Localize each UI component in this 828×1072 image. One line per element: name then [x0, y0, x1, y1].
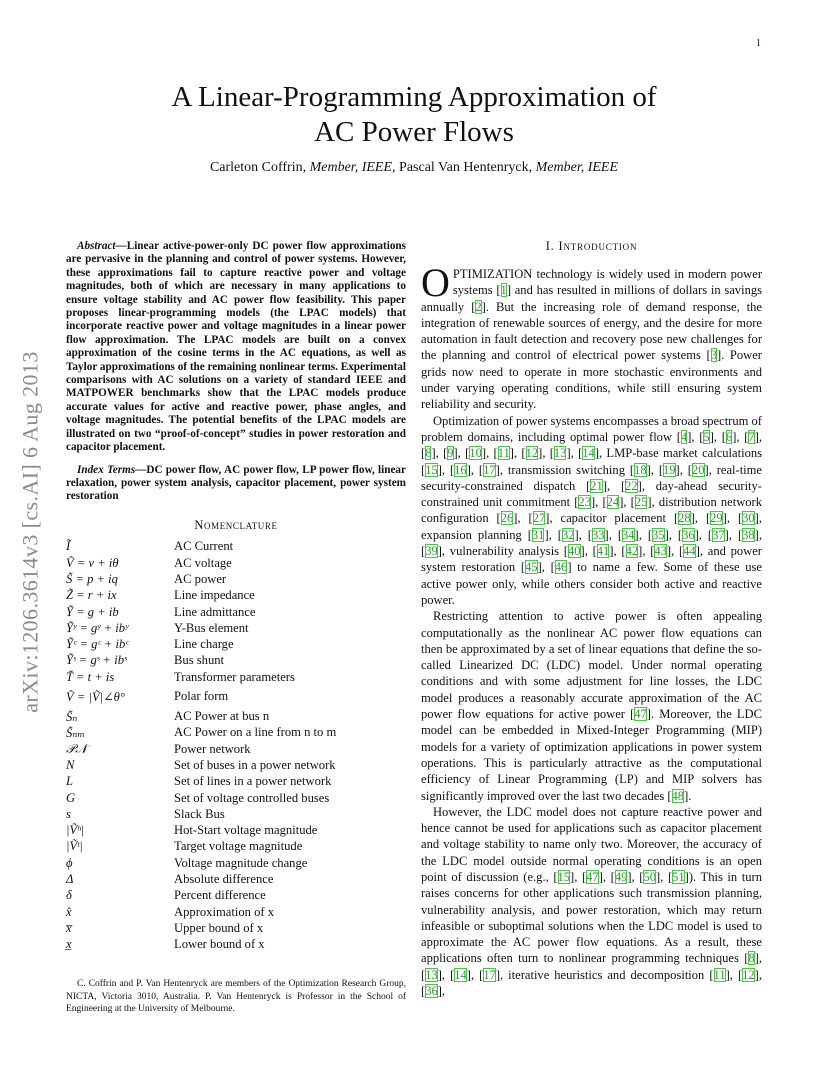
paragraph-text: , [728, 527, 738, 542]
citation-link[interactable]: 47 [634, 707, 647, 722]
nomenclature-description: Bus shunt [174, 653, 225, 668]
nomenclature-heading: Nomenclature [194, 517, 278, 532]
citation-link[interactable]: 20 [691, 462, 705, 477]
intro-paragraph-1: OPTIMIZATION technology is widely used in modern power systems [1] and has resulted in millions of dollars in savings annually [2]. But the increasing role of demand response, the integration of renewable sources of energy, and the desire for more automation in fault detection and recovery pose new challenges for the planning and control of electrical power systems [3]. Power grids now need to operate in more stochastic environments and under varying operating conditions, while still ensuring system reliability and security. [421, 260, 762, 412]
nomenclature-symbol: Δ [66, 872, 74, 886]
nomenclature-description: Set of lines in a power network [174, 774, 332, 789]
citation-link[interactable]: 27 [532, 511, 546, 526]
nomenclature-description: Absolute difference [174, 872, 274, 886]
nomenclature-symbol: T̃ = t + is [66, 669, 115, 684]
citation-link[interactable]: 8 [748, 951, 755, 966]
paragraph-text: , LMP-base market calculations [599, 446, 762, 461]
citation-link[interactable]: 50 [643, 869, 657, 884]
paragraph-text: , [470, 967, 480, 982]
nomenclature-description: Polar form [174, 689, 229, 704]
paragraph-text: , [660, 869, 668, 884]
citation-link[interactable]: 15 [425, 462, 438, 477]
citation-link[interactable]: 37 [712, 527, 725, 542]
nomenclature-row [66, 741, 406, 757]
page-number: 1 [756, 38, 761, 49]
citation-link[interactable]: 7 [748, 429, 755, 444]
citation-link[interactable]: 14 [582, 446, 595, 461]
nomenclature-description: Percent difference [174, 888, 266, 903]
nomenclature-description: Transformer parameters [174, 669, 295, 684]
nomenclature-description: Y-Bus element [174, 620, 249, 635]
nomenclature-row [66, 774, 406, 790]
nomenclature-symbol: Ṽ = v + iθ [66, 555, 119, 570]
left-column [66, 240, 406, 953]
nomenclature-description: AC power [174, 571, 227, 586]
nomenclature-symbol: |Ṽᵗ| [66, 839, 83, 854]
citation-link[interactable]: 6 [725, 429, 733, 444]
citation-link[interactable]: 12 [742, 967, 755, 982]
paragraph-text: , [584, 544, 593, 559]
citation-link[interactable]: 13 [553, 446, 567, 461]
paragraph-text: , [642, 544, 651, 559]
citation-link[interactable]: 29 [710, 511, 723, 526]
citation-link[interactable]: 42 [625, 544, 639, 559]
paragraph-text: , [608, 527, 618, 542]
author-line [64, 160, 764, 176]
citation-link[interactable]: 26 [500, 511, 514, 526]
nomenclature-symbol: Ỹᶜ = gᶜ + ibᶜ [66, 637, 129, 652]
paragraph-text: , [726, 511, 738, 526]
nomenclature-symbol: s [66, 806, 71, 821]
nomenclature-symbol: x̂ [66, 904, 72, 919]
intro-paragraph-4: However, the LDC model does not capture reactive power and hence cannot be used for applications such as capacitor placement and voltage stability to name only two. Moreover, the accuracy of the LDC model outside normal operating conditions is an open point of discussion (e.g., [15], [47], [49], [50], [51]). This in turn raises concerns for other applications such transmission planning, vulnerability analysis, and power restoration, which may return infeasible or suboptimal solutions when the LDC model is used to approximate the AC power flow equations. As a result, these applications often turn to nonlinear programming techniques [8], [13], [14], [17], iterative heuristics and decomposition [11], [12], [36], [421, 804, 762, 999]
citation-link[interactable]: 17 [483, 967, 496, 982]
nomenclature-description: Set of voltage controlled buses [174, 790, 330, 805]
author-1-affiliation: Member, IEEE [309, 160, 393, 175]
author-2-affiliation: Member, IEEE [535, 160, 619, 175]
citation-link[interactable]: 39 [425, 544, 438, 559]
paragraph-text: , [758, 967, 762, 982]
paragraph-text: , [574, 869, 582, 884]
paragraph-text: , vulnerability analysis [441, 544, 564, 559]
nomenclature-description: Power network [174, 741, 251, 756]
paragraph-text: . But the increasing role of demand response, the integration of renewable sources of energy, and the desire for more automation in fault detection and recovery pose new challenges for the planning and control of electrical power systems [421, 299, 762, 363]
paragraph-text: and has resulted in millions of dollars in savings annually [421, 283, 762, 314]
citation-link[interactable]: 49 [614, 869, 628, 884]
paper-title [64, 80, 764, 150]
paragraph-text: Restricting attention to active power is often appealing computationally as the nonlinear AC power flow equations can then be approximated by a set of linear equations that define the so-called Linearized DC (LDC) model. Under normal operating conditions and with some adjustment for line losses, the LDC model produces a reasonably accurate approximation of the AC power flow equations for active power [421, 609, 762, 722]
paragraph-text: , [713, 429, 722, 444]
citation-link[interactable]: 35 [652, 527, 665, 542]
index-terms-text: —DC power flow, AC power flow, LP power flow, linear relaxation, power system analysis, capacitor placement, power system restoration [66, 463, 406, 503]
intro-paragraph-2: Optimization of power systems encompasses a broad spectrum of problem domains, including optimal power flow [4], [5], [6], [7], [8], [9], [10], [11], [12], [13], [14], LMP-base market calculations [15], [16], [17], transmission switching [18], [19], [20], real-time security-constrained dispatch [21], [22], day-ahead security-constrained unit commitment [23], [24], [25], distribution network configuration [26], [27], capacitor placement [28], [29], [30], expansion planning [31], [32], [33], [34], [35], [36], [37], [38], [39], vulnerability analysis [40], [41], [42], [43], [44], and power system restoration [45], [46] to name a few. Some of these use active power only, while others consider both active and reactive power. [421, 413, 763, 607]
citation-link[interactable]: 22 [625, 478, 638, 493]
nomenclature-row [66, 839, 406, 855]
nomenclature-table [66, 539, 406, 953]
nomenclature-description: AC Current [174, 539, 234, 554]
nomenclature-description: Hot-Start voltage magnitude [174, 823, 318, 838]
citation-link[interactable]: 17 [483, 462, 496, 477]
citation-link[interactable]: 19 [663, 462, 676, 477]
paragraph-text: , [541, 560, 551, 575]
paragraph-text: , real-time security-constrained dispatch [421, 462, 762, 493]
paragraph-text: , [679, 462, 688, 477]
paragraph-text: . Power grids now need to operate in more stochastic environments and under varying operating conditions, while still ensuring system reliability and security. [421, 348, 762, 412]
nomenclature-row [66, 620, 406, 636]
affiliation-footnote: C. Coffrin and P. Van Hentenryck are members of the Optimization Research Group, NICTA, Victoria 3010, Australia. P. Van Hentenryck is Professor in the School of Engineering at the University of Melbourne. [66, 979, 406, 1014]
paragraph-text: , expansion planning [421, 511, 762, 542]
nomenclature-description: AC Power at bus n [174, 709, 270, 724]
nomenclature-description: Voltage magnitude change [174, 855, 308, 870]
nomenclature-row [66, 822, 406, 838]
nomenclature-symbol: δ [66, 888, 72, 903]
nomenclature-row [66, 904, 406, 920]
nomenclature-row [66, 539, 406, 555]
paragraph-text: . [688, 788, 692, 803]
nomenclature-row [66, 920, 406, 936]
citation-link[interactable]: 11 [713, 967, 726, 982]
paragraph-text: , [607, 478, 621, 493]
citation-link[interactable]: 33 [591, 527, 605, 542]
paragraph-text: , [691, 429, 700, 444]
paragraph-text: , capacitor placement [549, 511, 674, 526]
citation-link[interactable]: 45 [525, 560, 538, 575]
nomenclature-symbol: G [66, 790, 76, 805]
citation-link[interactable]: 32 [561, 527, 575, 542]
citation-link[interactable]: 3 [710, 348, 717, 363]
nomenclature-description: Approximation of x [174, 904, 275, 919]
nomenclature-row [66, 855, 406, 871]
nomenclature-row [66, 871, 406, 887]
paragraph-text: , [758, 429, 763, 444]
citation-link[interactable]: 36 [682, 527, 695, 542]
paragraph-text: , [671, 544, 679, 559]
paragraph-text: , [441, 462, 450, 477]
paragraph-text: , [513, 446, 522, 461]
paragraph-text: , [638, 527, 648, 542]
citation-link[interactable]: 51 [672, 869, 685, 884]
nomenclature-row [66, 725, 406, 741]
nomenclature-symbol: Ỹʸ = gʸ + ibʸ [66, 620, 129, 635]
citation-link[interactable]: 40 [567, 544, 581, 559]
index-terms [66, 464, 406, 504]
nomenclature-row [66, 937, 406, 953]
nomenclature-row [66, 604, 406, 620]
nomenclature-row [66, 806, 406, 822]
citation-link[interactable]: 14 [454, 967, 467, 982]
nomenclature-symbol: |Ṽʰ| [66, 823, 85, 838]
paragraph-text: , [486, 446, 494, 461]
paragraph-text: , [736, 429, 745, 444]
nomenclature-symbol: x̲ [66, 937, 72, 952]
nomenclature-symbol: S̃ = p + iq [66, 571, 118, 586]
citation-link[interactable]: 2 [475, 299, 482, 314]
citation-link[interactable]: 12 [525, 446, 539, 461]
citation-link[interactable]: 48 [671, 788, 685, 803]
citation-link[interactable]: 18 [634, 462, 647, 477]
paragraph-text: , [623, 495, 631, 510]
nomenclature-description: Line admittance [174, 604, 256, 619]
paragraph-text: , [698, 527, 708, 542]
citation-link[interactable]: 30 [742, 511, 755, 526]
paragraph-text: , and power system restoration [421, 544, 762, 575]
paragraph-text: ). This in turn raises concerns for other applications such transmission planning, vulnerability analysis, and power restoration, which may return infeasible or suboptimal solutions when the LDC model is used to approximate the AC power flow equations. As a result, these applications often turn to nonlinear programming techniques [421, 869, 762, 966]
paragraph-text: , [631, 869, 640, 884]
nomenclature-symbol: L [66, 774, 74, 789]
nomenclature-symbol: Ỹ = g + ib [66, 604, 119, 619]
citation-link[interactable]: 31 [531, 527, 545, 542]
section-heading-introduction: I. Introduction [545, 239, 638, 253]
nomenclature-row [66, 571, 406, 587]
paragraph-text: , transmission switching [499, 462, 630, 477]
paragraph-text: However, the LDC model does not capture reactive power and hence cannot be used for applications such as capacitor placement and voltage stability to name only two. Moreover, the accuracy of the LDC model outside normal operating conditions is an open point of discussion (e.g., [421, 804, 762, 884]
nomenclature-row [66, 888, 406, 904]
paragraph-text: , [570, 446, 579, 461]
title-line-2: AC Power Flows [314, 116, 514, 148]
nomenclature-description: Line charge [174, 637, 234, 652]
paragraph-text: , [729, 967, 738, 982]
paragraph-text: , [517, 511, 529, 526]
paragraph-text: , [457, 446, 466, 461]
citation-link[interactable]: 13 [425, 967, 438, 982]
abstract-text: —Linear active-power-only DC power flow approximations are pervasive in the planning and control of power systems. However, these approximations fail to capture reactive power and voltage magnitudes, both of which are necessary in many applications to ensure voltage stability and AC power flow feasibility. This paper proposes linear-programming models (the LPAC models) that incorporate reactive power and voltage magnitudes in a linear power flow approximation. The LPAC models are built on a convex approximation of the cosine terms in the AC equations, as well as Taylor approximations of the remaining nonlinear terms. Experimental comparisons with AC solutions on a variety of standard IEEE and MATPOWER benchmarks show that the LPAC models produce accurate values for active and reactive power, phase angles, and voltage magnitudes. The potential benefits of the LPAC models are illustrated on two “proof-of-concept” studies in power restoration and capacitor placement. [66, 240, 406, 454]
nomenclature-description: AC Power on a line from n to m [174, 725, 337, 740]
citation-link[interactable]: 46 [554, 560, 568, 575]
drop-cap: O [421, 260, 450, 305]
nomenclature-symbol: Ṽ = |Ṽ|∠θ° [66, 689, 125, 704]
paragraph-text: , [694, 511, 706, 526]
paragraph-text: , [441, 967, 451, 982]
citation-link[interactable]: 1 [500, 283, 507, 298]
paragraph-text: , [595, 495, 603, 510]
citation-link[interactable]: 36 [425, 984, 438, 999]
nomenclature-symbol: S̃ₙₘ [66, 725, 86, 740]
paragraph-text: Optimization of power systems encompasses a broad spectrum of problem domains, including optimal power flow [421, 413, 762, 444]
nomenclature-row [66, 685, 406, 708]
citation-link[interactable]: 28 [678, 511, 691, 526]
citation-link[interactable]: 25 [634, 495, 648, 510]
paragraph-text: , [602, 869, 611, 884]
intro-paragraph-3: Restricting attention to active power is often appealing computationally as the nonlinear AC power flow equations can then be approximated by a set of linear equations that define the so-called Linearized DC (LDC) model. Under normal operating conditions and with some adjustment for line losses, the LDC model produces a reasonably accurate approximation of the AC power flow equations for active power [47]. Moreover, the LDC model can be embedded in Mixed-Integer Programming (MIP) models for a variety of optimization applications in power system operations. This is particularly attractive as the computational efficiency of Linear Programming (LP) and MIP solvers has significantly improved over the last two decades [48]. [421, 609, 762, 803]
nomenclature-row [66, 588, 406, 604]
paragraph-text: , [758, 527, 762, 542]
paragraph-text: , distribution network configuration [421, 495, 763, 526]
nomenclature-symbol: Z̃ = r + ix [66, 588, 117, 603]
nomenclature-row [66, 637, 406, 653]
paragraph-text: , day-ahead security-constrained unit commitment [421, 478, 762, 510]
nomenclature-symbol: Ỹˢ = gˢ + ibˢ [66, 653, 127, 668]
nomenclature-symbol: x̅ [66, 920, 72, 935]
citation-link[interactable]: 38 [742, 527, 755, 542]
citation-link[interactable]: 16 [454, 462, 467, 477]
citation-link[interactable]: 4 [680, 429, 688, 444]
citation-link[interactable]: 41 [596, 544, 610, 559]
nomenclature-row [66, 708, 406, 724]
nomenclature-description: AC voltage [174, 555, 232, 570]
citation-link[interactable]: 23 [578, 495, 591, 510]
right-column [421, 239, 762, 999]
citation-link[interactable]: 15 [557, 869, 571, 884]
nomenclature-row [66, 669, 406, 685]
citation-link[interactable]: 34 [622, 527, 635, 542]
paragraph-text: . Moreover, the LDC model can be embedded in Mixed-Integer Programming (MIP) models for a variety of optimization applications in power system operations. This is particularly attractive as the computational efficiency of Linear Programming (LP) and MIP solvers has significantly improved over the last two decades [421, 707, 762, 803]
citation-link[interactable]: 9 [447, 446, 454, 461]
intro-p1-lead: PTIMIZATION technology is widely used in modern power systems [452, 267, 762, 298]
paragraph-text: , [548, 527, 558, 542]
citation-link[interactable]: 21 [590, 478, 603, 493]
nomenclature-symbol: 𝒫𝒩 [66, 741, 88, 756]
nomenclature-row [66, 653, 406, 669]
paragraph-text: , [435, 446, 444, 461]
nomenclature-description: Lower bound of x [174, 937, 265, 952]
nomenclature-description: Slack Bus [174, 806, 225, 821]
paragraph-text: , [470, 462, 479, 477]
nomenclature-row [66, 790, 406, 806]
nomenclature-symbol: ϕ [66, 855, 73, 870]
nomenclature-description: Target voltage magnitude [174, 839, 303, 854]
citation-link[interactable]: 24 [606, 495, 620, 510]
nomenclature-symbol: N [66, 757, 75, 772]
paragraph-text: , [650, 462, 659, 477]
paragraph-text: , [758, 951, 762, 966]
paragraph-text: to name a few. Some of these use active power only, while others consider both active and reactive power. [421, 560, 762, 607]
nomenclature-symbol: S̃ₙ [66, 709, 78, 724]
citation-link[interactable]: 44 [683, 544, 696, 559]
index-terms-label: Index Terms [77, 463, 136, 476]
citation-link[interactable]: 5 [703, 429, 710, 444]
nomenclature-symbol: Ĩ [66, 539, 71, 554]
nomenclature-row [66, 757, 406, 773]
citation-link[interactable]: 8 [425, 446, 432, 461]
paragraph-text: , [441, 984, 446, 999]
paragraph-text: , [578, 527, 588, 542]
paragraph-text: , iterative heuristics and decomposition [500, 967, 710, 982]
nomenclature-row [66, 555, 406, 571]
citation-link[interactable]: 43 [654, 544, 667, 559]
paragraph-text: , [668, 527, 678, 542]
nomenclature-description: Upper bound of x [174, 920, 264, 935]
abstract [66, 240, 406, 455]
title-line-1: A Linear-Programming Approximation of [171, 81, 657, 113]
nomenclature-description: Set of buses in a power network [174, 757, 336, 772]
arxiv-sidebar-stamp [2, 289, 60, 775]
arxiv-identifier: arXiv:1206.3614v3 [cs.AI] 6 Aug 2013 [18, 351, 44, 713]
abstract-label: Abstract [77, 240, 116, 252]
citation-link[interactable]: 11 [497, 446, 510, 461]
paragraph-text: , [613, 544, 622, 559]
author-separator: , Pascal Van Hentenryck, [392, 160, 536, 175]
citation-link[interactable]: 47 [586, 869, 599, 884]
citation-link[interactable]: 10 [469, 446, 482, 461]
nomenclature-description: Line impedance [174, 588, 255, 603]
paragraph-text: , [542, 446, 550, 461]
author-1: Carleton Coffrin, [209, 160, 310, 175]
